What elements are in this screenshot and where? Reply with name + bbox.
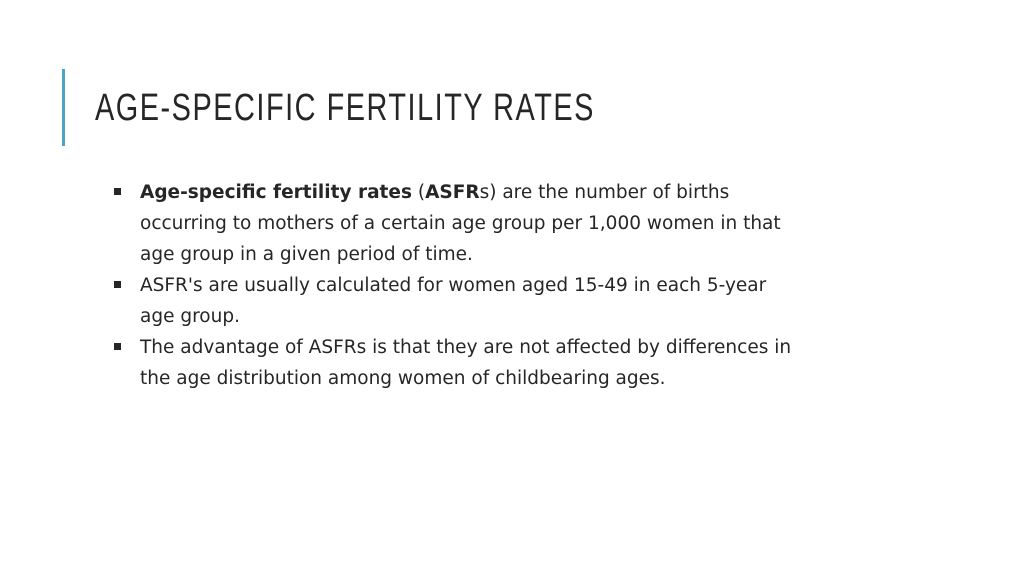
defined-term: Age-specific fertility rates (140, 182, 412, 203)
bullet-list (114, 177, 804, 394)
square-bullet-icon (114, 281, 121, 288)
slide-title: AGE-SPECIFIC FERTILITY RATES (95, 87, 595, 129)
open-paren: ( (411, 182, 426, 203)
square-bullet-icon (114, 188, 121, 195)
bullet-item-asfr-definition (114, 177, 804, 270)
bullet-text (140, 182, 781, 265)
definition-text: are the number of births occurring to mothers of a certain age group per 1,000 women in that age group in a given period of time. (140, 182, 781, 265)
bullet-item-advantage (114, 332, 804, 394)
bullet-text: The advantage of ASFRs is that they are not affected by differences in the age distribution among women of childbearing ages. (140, 337, 792, 389)
abbreviation-suffix: s (479, 182, 490, 203)
close-paren: ) (489, 182, 497, 203)
title-accent-bar (62, 69, 65, 146)
bullet-text: ASFR's are usually calculated for women aged 15-49 in each 5-year age group. (140, 275, 767, 327)
bullet-item-age-range (114, 270, 804, 332)
square-bullet-icon (114, 343, 121, 350)
abbreviation: ASFR (425, 182, 480, 203)
